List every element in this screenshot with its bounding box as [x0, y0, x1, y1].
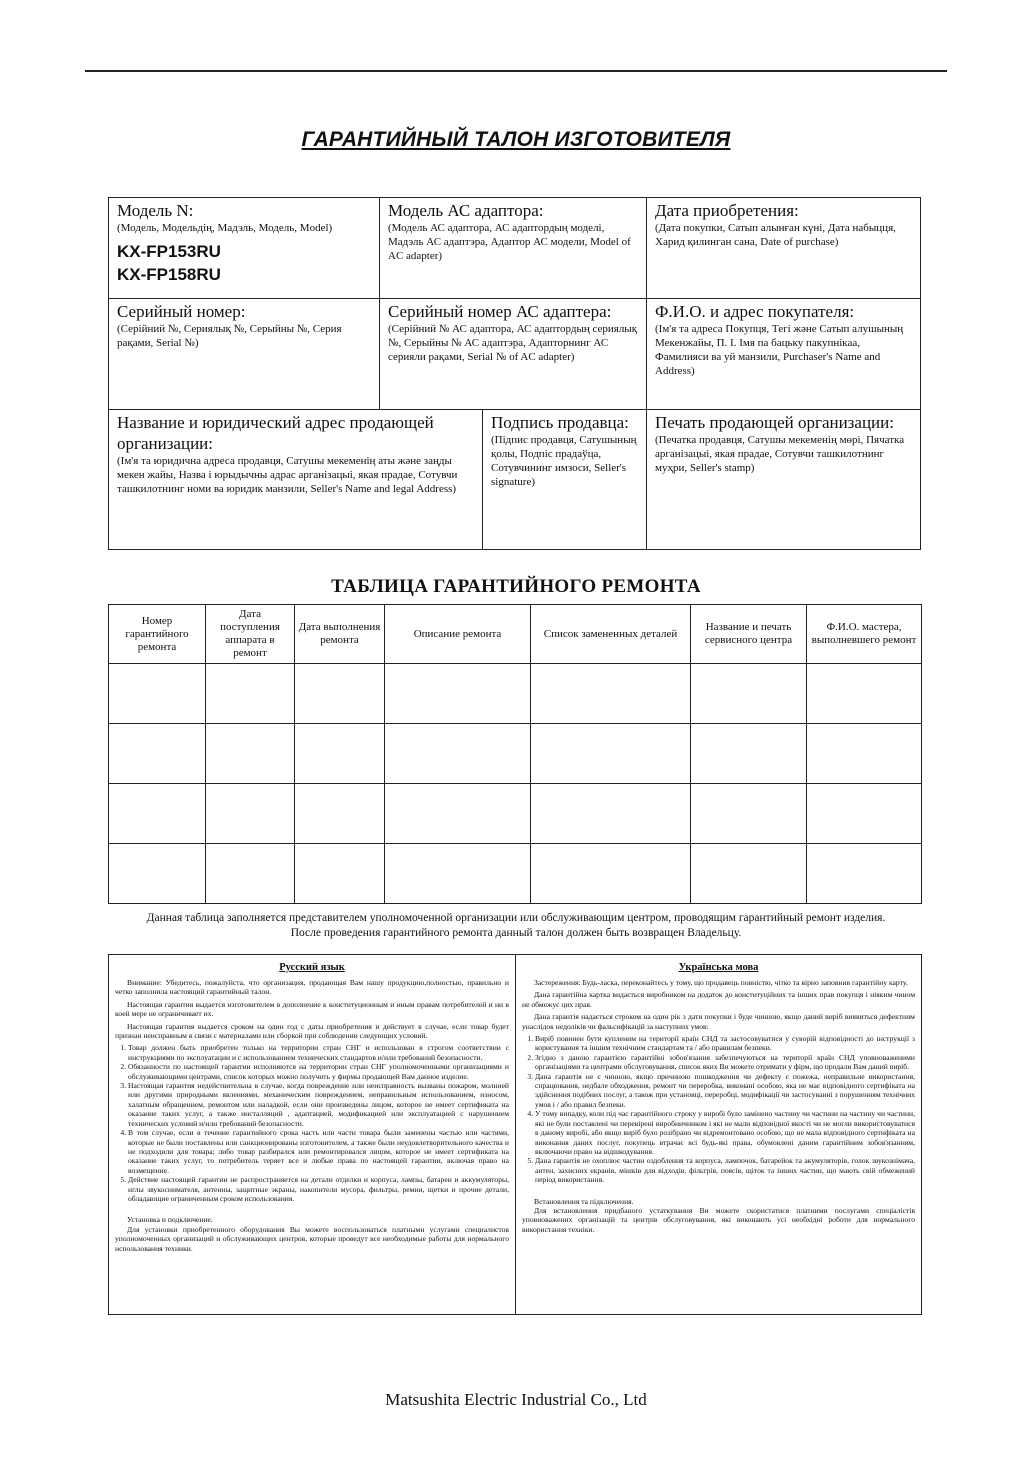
ukrainian-install-title: Встановлення та підключення.	[534, 1196, 634, 1206]
russian-heading: Русский язык	[279, 962, 345, 973]
model-sub: (Модель, Модельдің, Мадэль, Модель, Model)	[117, 222, 333, 234]
repair-row	[109, 784, 922, 844]
warranty-terms	[108, 954, 922, 1315]
ac-model-cell[interactable]	[380, 198, 646, 298]
repair-cell[interactable]	[295, 784, 385, 844]
serial-sub: (Серійний №, Сериялық №, Серыйны №, Серия рақами, Serial №)	[117, 323, 342, 349]
model-cell	[109, 198, 379, 298]
terms-russian	[109, 955, 516, 1314]
repair-cell[interactable]	[109, 784, 206, 844]
repair-table	[108, 604, 922, 904]
ukrainian-intro-2: Дана гарантійна картка видається виробником на додаток до конституційних та інших прав покупця і ніяким чином не обмежує цих прав.	[522, 990, 915, 1009]
ukrainian-condition-2: 2. Згідно з даною гарантією гарантійні зобов'язання забезпечуються на території країн СНД уповноваженими організаціями та центрами обслуговування, список яких Ви можете отримати у фірм, що продали Вам даний виріб.	[535, 1053, 915, 1072]
repair-cell[interactable]	[807, 784, 922, 844]
repair-cell[interactable]	[109, 844, 206, 904]
manufacturer-footer: Matsushita Electric Industrial Co., Ltd	[385, 1390, 647, 1409]
model-value-2: KX-FP158RU	[117, 265, 221, 284]
repair-cell[interactable]	[691, 724, 807, 784]
col-header-completion-date: Дата выполнения ремонта	[295, 605, 385, 664]
seller-org-cell[interactable]	[109, 410, 482, 550]
ukrainian-condition-5: 5. Дана гарантія не охоплює частин оздоблення та корпуса, лампочок, батарейок та акумуляторів, голок звукознімача, антен, захисних екранів, мішків для відходів, фільтрів, поясів, щіток та інших частин, що мають свій обмежений період використання.	[535, 1156, 915, 1184]
repair-cell[interactable]	[385, 844, 531, 904]
ac-serial-sub: (Серійний № АС адаптора, АС адаптордың сериялық №, Серыйны № АС адаптэра, Адапторнинг АС серияли рақами, Serial № of AC adapter)	[388, 323, 638, 363]
russian-condition-5: 5. Действие настоящей гарантии не распространяется на детали отделки и корпуса, лампы, батареи и аккумуляторы, иглы звукоснимателя, антенны, защитные экраны, накопители мусора, фильтры, ремни, щетки и прочие детали, обладающие ограниченным сроком использования.	[128, 1175, 509, 1203]
model-value-1: KX-FP153RU	[117, 242, 221, 261]
ac-serial-label: Серийный номер АС адаптера:	[388, 302, 612, 321]
russian-install-title: Установка и подключение.	[127, 1215, 213, 1225]
russian-intro-2: Настоящая гарантия выдается изготовителем в дополнение к конституционным и иным правам потребителей и ни в коей мере не ограничивает их.	[115, 999, 509, 1019]
seller-sign-sub: (Підпис продавця, Сатушының қолы, Подпіс прадаўца, Сотувчининг имзоси, Seller's signature)	[491, 434, 637, 488]
seller-stamp-label: Печать продающей организации:	[655, 413, 894, 432]
col-header-service-center: Название и печать сервисного центра	[691, 605, 807, 664]
repair-table-title: ТАБЛИЦА ГАРАНТИЙНОГО РЕМОНТА	[331, 576, 701, 597]
ukrainian-condition-3: 3. Дана гарантія не є чинною, якщо причиною пошкодження чи дефекту є пожежа, неправильне використання, спрацювання, недбале обходження, ремонт чи переробка, виконані особою, яка не має відповідного сертифіката на здійснення подібних послуг, а також при установці, переробці, модифікації чи застосуванні з порушенням технічних умов і / або правил безпеки.	[535, 1072, 915, 1110]
purchase-date-label: Дата приобретения:	[655, 201, 799, 220]
col-header-technician: Ф.И.О. мастера, выполневшего ремонт	[807, 605, 922, 664]
col-header-intake-date: Дата поступления аппарата в ремонт	[206, 605, 295, 664]
repair-row	[109, 844, 922, 904]
page-title: ГАРАНТИЙНЫЙ ТАЛОН ИЗГОТОВИТЕЛЯ	[301, 128, 731, 151]
ukrainian-intro-3: Дана гарантія надається строком на один рік з дати покупки і буде чинною, якщо даний виріб виявиться дефектним унаслідок недоліків чи фальсифікацій за наступних умов:	[522, 1012, 915, 1031]
top-divider	[85, 70, 947, 72]
repair-cell[interactable]	[691, 784, 807, 844]
ac-model-sub: (Модель АС адаптора, АС адаптордың моделі, Мадэль АС адаптэра, Адаптор АС модели, Model of AC adapter)	[388, 222, 631, 262]
terms-ukrainian	[516, 955, 921, 1314]
grid-hline	[109, 409, 920, 410]
repair-cell[interactable]	[531, 724, 691, 784]
purchase-date-cell[interactable]	[647, 198, 921, 298]
repair-cell[interactable]	[807, 724, 922, 784]
seller-org-sub: (Ім'я та юридична адреса продавця, Сатушы мекеменің аты және заңды мекен жайы, Назва і юрыдычны адрас арганізацыі, якая прадае, Сотувчи ташкилотнинг номи ва юридик манзили, Seller's Name and legal Address)	[117, 455, 458, 495]
russian-condition-1: 1. Товар должен быть приобретен только на территории стран СНГ и использован в строгом соответствии с инструкциями по эксплуатации и с использованием технических стандартов и/или требований безопасности.	[128, 1043, 509, 1062]
repair-cell[interactable]	[206, 844, 295, 904]
model-label: Модель N:	[117, 201, 194, 220]
repair-cell[interactable]	[531, 844, 691, 904]
repair-cell[interactable]	[295, 664, 385, 724]
repair-cell[interactable]	[691, 844, 807, 904]
repair-cell[interactable]	[691, 664, 807, 724]
repair-cell[interactable]	[109, 664, 206, 724]
repair-cell[interactable]	[206, 664, 295, 724]
repair-note	[0, 911, 1032, 941]
grid-hline	[109, 298, 920, 299]
ukrainian-heading: Українська мова	[678, 962, 759, 973]
col-header-description: Описание ремонта	[385, 605, 531, 664]
ukrainian-install-text: Для встановлення придбаного устаткування Ви можете скористатися платними послугами спеціалістів уповноважених організацій та центрів обслуговування, які виконають усі необхідні роботи для нормального використання техніки.	[522, 1205, 915, 1234]
repair-cell[interactable]	[206, 724, 295, 784]
ac-model-label: Модель АС адаптора:	[388, 201, 544, 220]
serial-cell[interactable]	[109, 299, 379, 409]
buyer-cell[interactable]	[647, 299, 921, 409]
repair-cell[interactable]	[295, 724, 385, 784]
russian-conditions	[115, 1043, 509, 1203]
repair-cell[interactable]	[206, 784, 295, 844]
col-header-replaced-parts: Список замененных деталей	[531, 605, 691, 664]
seller-stamp-sub: (Печатка продавця, Сатушы мекеменің мөрі, Пячатка арганізацыі, якая прадае, Сотувчи ташкилотнинг муҳри, Seller's stamp)	[655, 434, 905, 474]
grid-vline	[482, 409, 483, 550]
purchase-date-sub: (Дата покупки, Сатып алынған күні, Дата набыцця, Харид қилинган сана, Date of purchase)	[655, 222, 896, 248]
repair-cell[interactable]	[385, 664, 531, 724]
repair-cell[interactable]	[109, 724, 206, 784]
russian-intro-3: Настоящая гарантия выдается сроком на один год с даты приобретения и действует в случае, если товар будет признан неисправным в связи с материалами или сборкой при соблюдении следующих условий.	[115, 1021, 509, 1041]
serial-label: Серийный номер:	[117, 302, 246, 321]
repair-cell[interactable]	[531, 784, 691, 844]
russian-condition-3: 3. Настоящая гарантия недействительна в случае, когда повреждение или неисправность вызваны пожаром, молнией или другими природными явлениями, механическим повреждением, неправильным использованием, износом, халатным обращением, ремонтом или наладкой, если они произведены лицом, которое не имеет сертификата на оказание таких услуг, а также инсталляций , адаптацией, модификацией или эксплуатацией с нарушением технических условий и/или требований безопасности.	[128, 1081, 509, 1128]
repair-cell[interactable]	[385, 784, 531, 844]
seller-sign-cell[interactable]	[483, 410, 646, 550]
repair-cell[interactable]	[807, 844, 922, 904]
repair-row	[109, 664, 922, 724]
col-header-repair-number: Номер гарантийного ремонта	[109, 605, 206, 664]
russian-condition-2: 2. Обязанности по настоящей гарантии исполняются на территории стран СНГ уполномоченными организациями и обслуживающими центрами, список которых можно получить у фирмы продающей Вам данное изделие.	[128, 1062, 509, 1081]
repair-note-line-1: Данная таблица заполняется представителем уполномоченной организации или обслуживающим центром, проводящим гарантийный ремонт изделия.	[146, 912, 886, 924]
seller-sign-label: Подпись продавца:	[491, 413, 629, 432]
repair-header-row	[109, 605, 922, 664]
buyer-sub: (Ім'я та адреса Покупця, Тегі және Сатып алушының Мекенжайы, П. І. Імя па бацьку пакупнікаа, Фамилияси ва уй манзили, Purchaser's Name and Address)	[655, 323, 904, 377]
repair-cell[interactable]	[807, 664, 922, 724]
seller-org-label: Название и юридический адрес продающей организации:	[117, 413, 434, 453]
repair-row	[109, 724, 922, 784]
ukrainian-condition-4: 4. У тому випадку, коли під час гарантійного строку у виробі було замінено частину чи частини на частину чи частини, які не були поставлені чи перевірені виробничником і які не мали відповідної якості чи не могли використовуватися в даному виробі, або якщо виріб було розібрано чи відремонтовано особою, що не мала відповідного сертифіката на виконання даних послуг, покупець втрачає всі будь-які права, обумовлені даним гарантійним зобов'язанням, включаючи право на відшкодування.	[535, 1109, 915, 1156]
repair-cell[interactable]	[385, 724, 531, 784]
warranty-info-grid	[108, 197, 921, 550]
russian-condition-4: 4. В том случае, если в течение гарантийного срока часть или части товара были заменены частью или частями, которые не были поставлены или санкционированы изготовителем, а также были неудовлетворительного качества и не подходили для товара; либо товар разбирался или ремонтировался лицом, которое не имеет сертификата на оказание таких услуг, то потребитель теряет все и любые права по настоящей гарантии, включая право на возмещение.	[128, 1128, 509, 1175]
ac-serial-cell[interactable]	[380, 299, 646, 409]
buyer-label: Ф.И.О. и адрес покупателя:	[655, 302, 855, 321]
grid-vline	[646, 198, 647, 550]
ukrainian-intro-1: Застереження: Будь-ласка, переконайтесь у тому, що продавець повністю, чітко та вірно заповнив гарантійну карту.	[534, 978, 908, 987]
repair-cell[interactable]	[531, 664, 691, 724]
ukrainian-conditions	[522, 1034, 915, 1185]
repair-cell[interactable]	[295, 844, 385, 904]
ukrainian-condition-1: 1. Виріб повинен бути купленим на території країн СНД та застосовуватися у суворій відповідності до інструкції з користування та іншим технічним стандартам та / або правилам безпеки.	[535, 1034, 915, 1053]
repair-note-line-2: После проведения гарантийного ремонта данный талон должен быть возвращен Владельцу.	[290, 927, 742, 939]
seller-stamp-cell[interactable]	[647, 410, 921, 550]
grid-vline	[379, 198, 380, 409]
russian-install-text: Для установки приобретенного оборудования Вы можете воспользоваться платными услугами специалистов уполномоченных организаций и обслуживающих центров, которые проведут все необходимые работы для нормального использования техники.	[115, 1224, 509, 1253]
russian-intro-1: Внимание: Убедитесь, пожалуйста, что организация, продающая Вам нашу продукцию,полностью, правильно и четко заполнила настоящий гарантийный талон.	[115, 978, 509, 997]
